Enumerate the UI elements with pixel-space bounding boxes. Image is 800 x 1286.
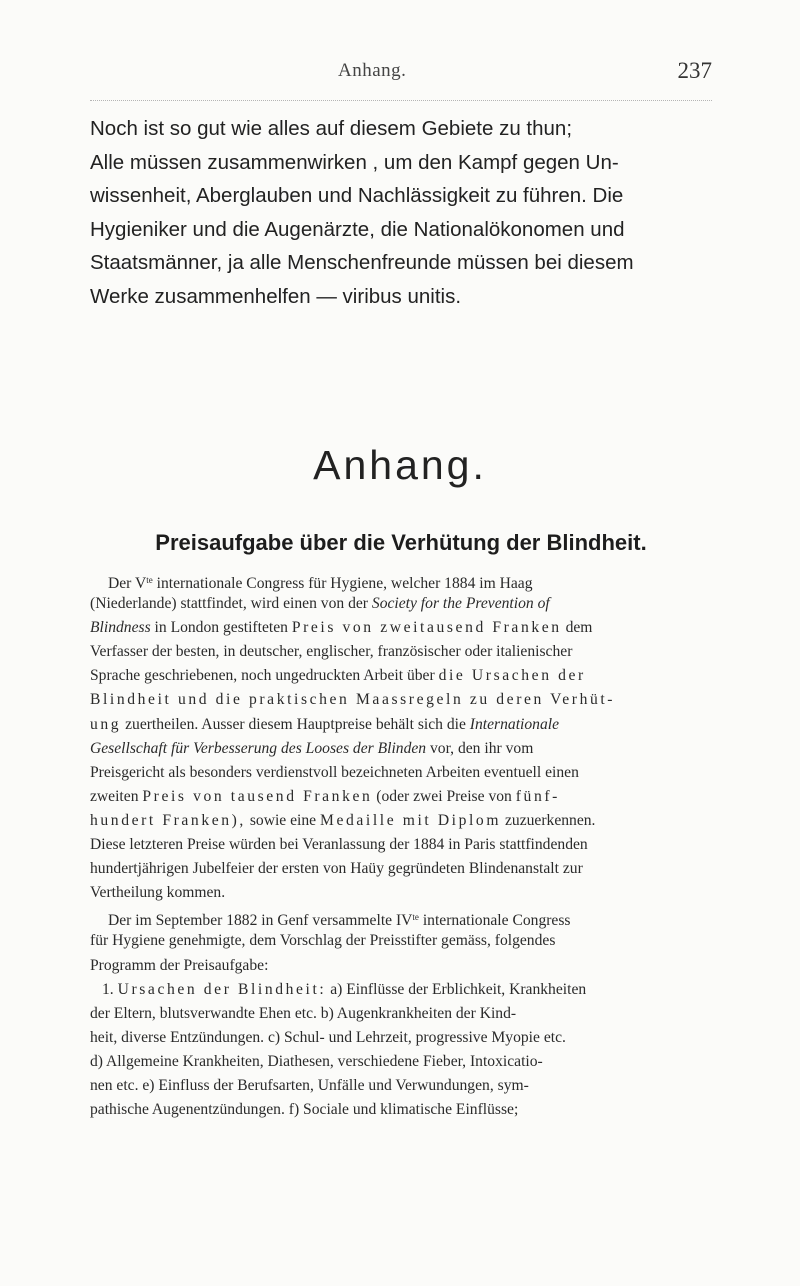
text-line: Verfasser der besten, in deutscher, englischer, französischer oder italienischer (90, 643, 573, 661)
header-rule (90, 100, 712, 101)
intro-line: Hygieniker und die Augenärzte, die Nationalökonomen und (90, 217, 625, 241)
intro-paragraph (90, 112, 720, 314)
intro-line: wissenheit, Aberglauben und Nachlässigkeit zu führen. Die (90, 184, 624, 208)
text-line: Blindheit und die praktischen Maassregeln zu deren Verhüt- (90, 691, 616, 709)
text-line: d) Allgemeine Krankheiten, Diathesen, verschiedene Fieber, Intoxicatio- (90, 1052, 543, 1070)
prize-heading: Preisaufgabe über die Verhütung der Blindheit. (155, 530, 647, 555)
page-number: 237 (677, 58, 712, 83)
text-line: der Eltern, blutsverwandte Ehen etc. b) Augenkrankheiten der Kind- (90, 1004, 517, 1022)
text-line: Programm der Preisaufgabe: (90, 956, 269, 974)
text-line: zweiten Preis von tausend Franken (oder zwei Preise von fünf- (90, 787, 560, 805)
text-line: Sprache geschriebenen, noch ungedruckten Arbeit über die Ursachen der (90, 667, 586, 685)
text-line: hundert Franken), sowie eine Medaille mit Diplom zuzuerkennen. (90, 811, 596, 829)
section-title: Anhang. (313, 442, 487, 488)
text-line: Diese letzteren Preise würden bei Veranlassung der 1884 in Paris stattfindenden (90, 836, 588, 854)
prize-text (90, 568, 712, 1122)
intro-line: Noch ist so gut wie alles auf diesem Gebiete zu thun; (90, 117, 573, 140)
text-line: hundertjährigen Jubelfeier der ersten von Haüy gegründeten Blindenanstalt zur (90, 860, 583, 878)
intro-line: Alle müssen zusammenwirken , um den Kampf gegen Un- (90, 150, 619, 174)
text-line: (Niederlande) stattfindet, wird einen von der Society for the Prevention of (90, 595, 550, 613)
text-line: Vertheilung kommen. (90, 884, 226, 902)
running-header (90, 58, 712, 94)
text-line: nen etc. e) Einfluss der Berufsarten, Unfälle und Verwundungen, sym- (90, 1076, 529, 1094)
text-line: Blindness in London gestifteten Preis von zweitausend Franken dem (90, 619, 593, 637)
list-item: 1. Ursachen der Blindheit: a) Einflüsse der Erblichkeit, Krankheiten (102, 980, 587, 998)
intro-line: Staatsmänner, ja alle Menschenfreunde müssen bei diesem (90, 251, 634, 275)
text-line: Der im September 1882 in Genf versammelte $IV^{te}$ internationale Congress (108, 912, 571, 930)
text-line: Preisgericht als besonders verdienstvoll bezeichneten Arbeiten eventuell einen (90, 763, 579, 781)
text-line: heit, diverse Entzündungen. c) Schul- und Lehrzeit, progressive Myopie etc. (90, 1028, 566, 1046)
text-line: pathische Augenentzündungen. f) Sociale und klimatische Einflüsse; (90, 1101, 519, 1119)
intro-line: Werke zusammenhelfen — viribus unitis. (90, 284, 462, 308)
text-line: ung zuertheilen. Ausser diesem Hauptpreise behält sich die Internationale (90, 715, 560, 733)
text-line: für Hygiene genehmigte, dem Vorschlag der Preisstifter gemäss, folgendes (90, 932, 556, 950)
text-line: Der $V^{te}$ internationale Congress für Hygiene, welcher 1884 im Haag (108, 575, 533, 592)
text-line: Gesellschaft für Verbesserung des Looses der Blinden vor, den ihr vom (90, 739, 534, 757)
running-title: Anhang. (338, 60, 407, 81)
